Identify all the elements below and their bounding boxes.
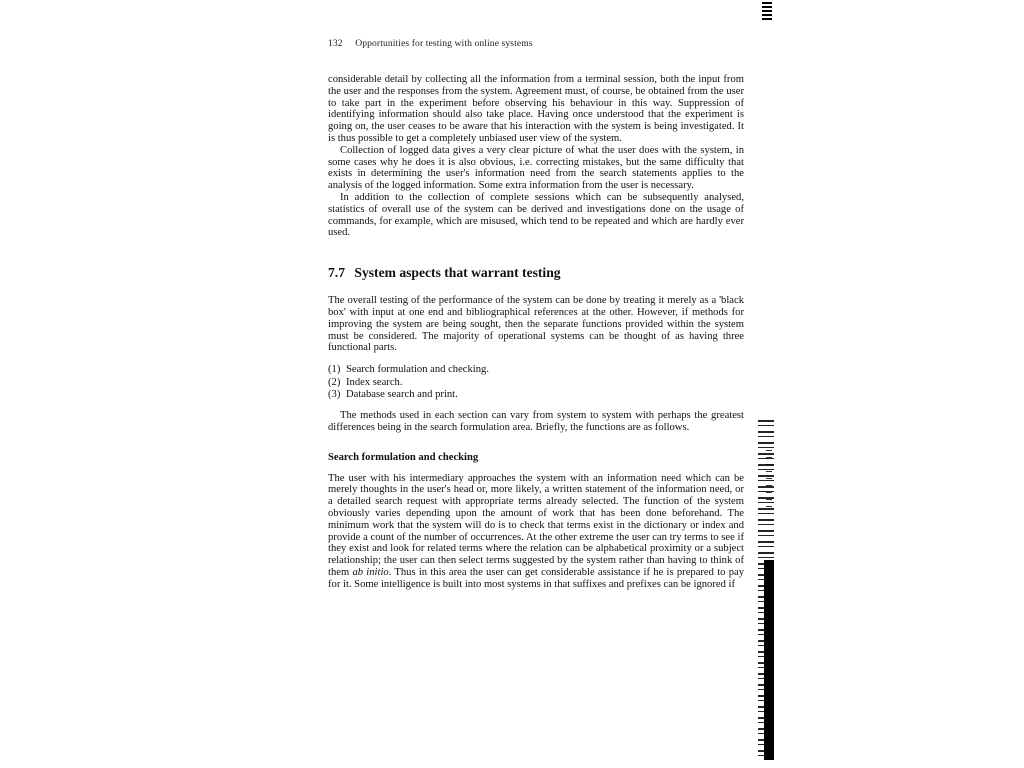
list-item-text: Index search.	[346, 376, 403, 388]
scan-edge-artifact	[764, 560, 774, 760]
list-marker: (3)	[328, 389, 341, 401]
running-head-title: Opportunities for testing with online systems	[355, 38, 533, 49]
book-page	[328, 38, 744, 768]
list-marker: (2)	[328, 376, 341, 388]
paragraph: The methods used in each section can vary from system to system with perhaps the greatest differences being in the search formulation area. Briefly, the functions are as follows.	[328, 409, 744, 433]
section-title: System aspects that warrant testing	[354, 265, 561, 281]
list-item	[328, 364, 744, 377]
function-list	[328, 364, 744, 402]
paragraph-text: . Thus in this area the user can get considerable assistance if he is prepared to pay for it. Some intelligence is built into most systems in that suffixes and prefixes can be ignored if	[328, 566, 744, 590]
list-marker: (1)	[328, 364, 341, 376]
paragraph	[328, 473, 744, 591]
page-number: 132	[328, 38, 343, 49]
section-number: 7.7	[328, 265, 345, 281]
scan-edge-artifact	[762, 2, 772, 20]
paragraph: considerable detail by collecting all the information from a terminal session, both the input from the user and the responses from the system. Agreement must, of course, be obtained from the user to take part in the experiment before observing his behaviour in this way. Suppression of identifying information should also take place. Having once understood that the experiment is going on, the user ceases to be aware that his interaction with the system is being investigated. It is thus possible to get a completely unbiased user view of the system.	[328, 74, 744, 144]
list-item-text: Search formulation and checking.	[346, 364, 489, 376]
paragraph: Collection of logged data gives a very clear picture of what the user does with the system, in some cases why he does it is also obvious, i.e. correcting mistakes, but the same difficulty that exists in determining the user's information need from the search statements applies to the analysis of the logged information. Some extra information from the user is necessary.	[328, 144, 744, 192]
list-item-text: Database search and print.	[346, 389, 458, 401]
list-item	[328, 389, 744, 402]
paragraph-text: The user with his intermediary approaches the system with an information need which can be merely thoughts in the user's head or, more likely, a written statement of the information need, or a detailed search request with appropriate terms already selected. The function of the system obviously varies depending upon the amount of work that has been done beforehand. The minimum work that the system will do is to check that terms exist in the dictionary or index and provide a count of the number of occurrences. At the other extreme the user can try terms to see if they exist and look for related terms where the relation can be alphabetical proximity or a subject relationship; the user can then select terms suggested by the system rather than having to think of them	[328, 472, 744, 578]
subsection-heading: Search formulation and checking	[328, 451, 479, 463]
paragraph: In addition to the collection of complete sessions which can be subsequently analysed, statistics of overall use of the system can be derived and investigations done on the usage of commands, for example, which are misused, which tend to be repeated and which are hardly ever used.	[328, 191, 744, 239]
list-item	[328, 377, 744, 390]
section-heading	[328, 265, 744, 281]
paragraph: The overall testing of the performance of the system can be done by treating it merely as a 'black box' with input at one end and bibliographical references at the other. However, if methods for improving the system are being sought, then the separate functions provided within the system must be considered. The majority of operational systems can be thought of as having three functional parts.	[328, 295, 744, 354]
running-head	[328, 38, 744, 49]
italic-phrase: ab initio	[352, 566, 389, 578]
